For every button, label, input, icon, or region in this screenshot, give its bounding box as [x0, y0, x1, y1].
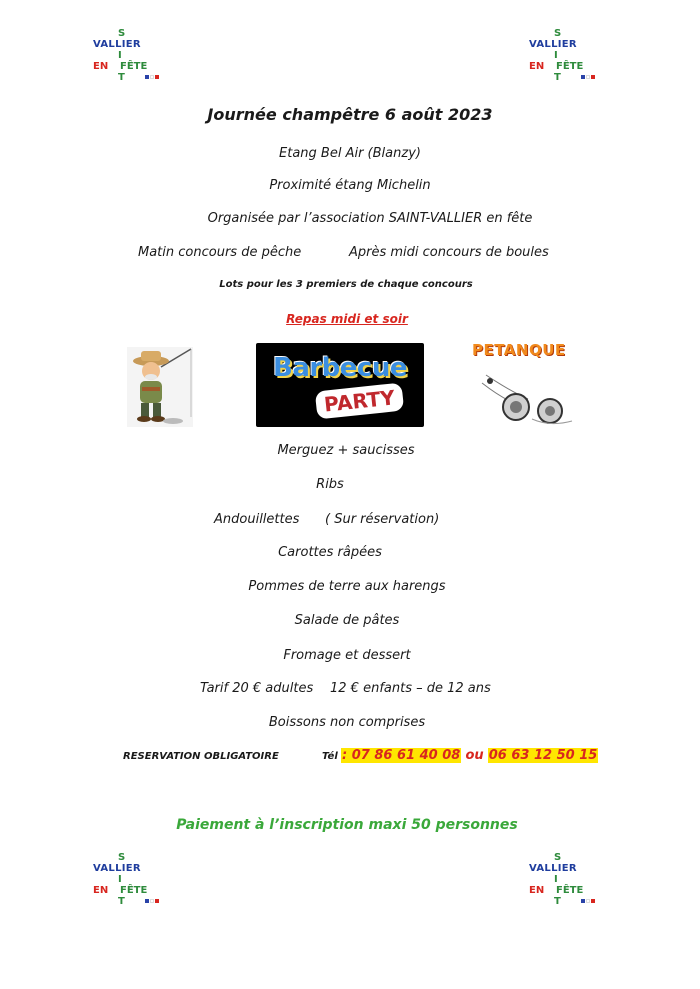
fisherman-icon [127, 347, 193, 427]
location-line: Etang Bel Air (Blanzy) [279, 146, 421, 161]
phone-number-2: 06 63 12 50 15 [488, 748, 598, 763]
logo-bottom-right [529, 852, 619, 912]
logo-en: EN [529, 885, 545, 896]
barbecue-party-image [256, 343, 424, 427]
petanque-image [470, 341, 582, 427]
logo-vallier: VALLIER [529, 39, 577, 50]
logo-letter-t: T [554, 896, 561, 907]
proximity-line: Proximité étang Michelin [269, 178, 431, 193]
logo-en: EN [93, 885, 109, 896]
logo-top-left [93, 28, 183, 88]
barbecue-word: Barbecue [273, 353, 407, 383]
morning-contest: Matin concours de pêche [138, 245, 302, 260]
drinks-line: Boissons non comprises [268, 715, 426, 730]
logo-vallier: VALLIER [93, 863, 141, 874]
reservation-phones [341, 748, 598, 763]
logo-fete: FÊTE [556, 61, 584, 72]
logo-vallier: VALLIER [93, 39, 141, 50]
flag-icon [581, 899, 595, 903]
logo-letter-s: S [118, 852, 126, 863]
logo-letter-i: I [554, 50, 558, 61]
menu-andouillettes: Andouillettes [214, 512, 300, 527]
logo-letter-i: I [118, 874, 122, 885]
logo-letter-i: I [118, 50, 122, 61]
logo-fete: FÊTE [120, 885, 148, 896]
organizer-line: Organisée par l’association SAINT-VALLIER en fête [207, 211, 533, 226]
flag-icon [145, 75, 159, 79]
logo-letter-t: T [118, 896, 125, 907]
menu-ribs: Ribs [316, 477, 344, 492]
logo-fete: FÊTE [556, 885, 584, 896]
petanque-word: PETANQUE [472, 341, 566, 359]
afternoon-contest: Après midi concours de boules [349, 245, 549, 260]
party-word: PARTY [315, 383, 404, 420]
logo-letter-i: I [554, 874, 558, 885]
petanque-balls-icon [480, 363, 580, 427]
logo-letter-t: T [118, 72, 125, 83]
reservation-label: RESERVATION OBLIGATOIRE [123, 751, 279, 762]
reservation-tel-label: Tél [322, 751, 338, 762]
tarif-children: 12 € enfants – de 12 ans [330, 681, 491, 696]
menu-carottes: Carottes râpées [278, 545, 382, 560]
payment-line: Paiement à l’inscription maxi 50 personnes [176, 817, 518, 833]
flag-icon [145, 899, 159, 903]
meals-line: Repas midi et soir [286, 312, 408, 326]
menu-salade: Salade de pâtes [294, 613, 400, 628]
page-title: Journée champêtre 6 août 2023 [207, 105, 493, 124]
flag-icon [581, 75, 595, 79]
menu-merguez: Merguez + saucisses [277, 443, 415, 458]
logo-fete: FÊTE [120, 61, 148, 72]
logo-en: EN [93, 61, 109, 72]
phone-number-1: : 07 86 61 40 08 [342, 748, 461, 763]
phone-or: ou [465, 748, 484, 763]
logo-letter-t: T [554, 72, 561, 83]
prizes-line: Lots pour les 3 premiers de chaque concours [219, 279, 473, 290]
tarif-adults: Tarif 20 € adultes [200, 681, 314, 696]
menu-andouillettes-note: ( Sur réservation) [325, 512, 440, 527]
logo-letter-s: S [118, 28, 126, 39]
logo-vallier: VALLIER [529, 863, 577, 874]
logo-en: EN [529, 61, 545, 72]
logo-letter-s: S [554, 852, 562, 863]
menu-fromage: Fromage et dessert [283, 648, 411, 663]
logo-bottom-left [93, 852, 183, 912]
menu-pommes: Pommes de terre aux harengs [248, 579, 446, 594]
logo-letter-s: S [554, 28, 562, 39]
fisherman-image [127, 347, 193, 427]
logo-top-right [529, 28, 619, 88]
